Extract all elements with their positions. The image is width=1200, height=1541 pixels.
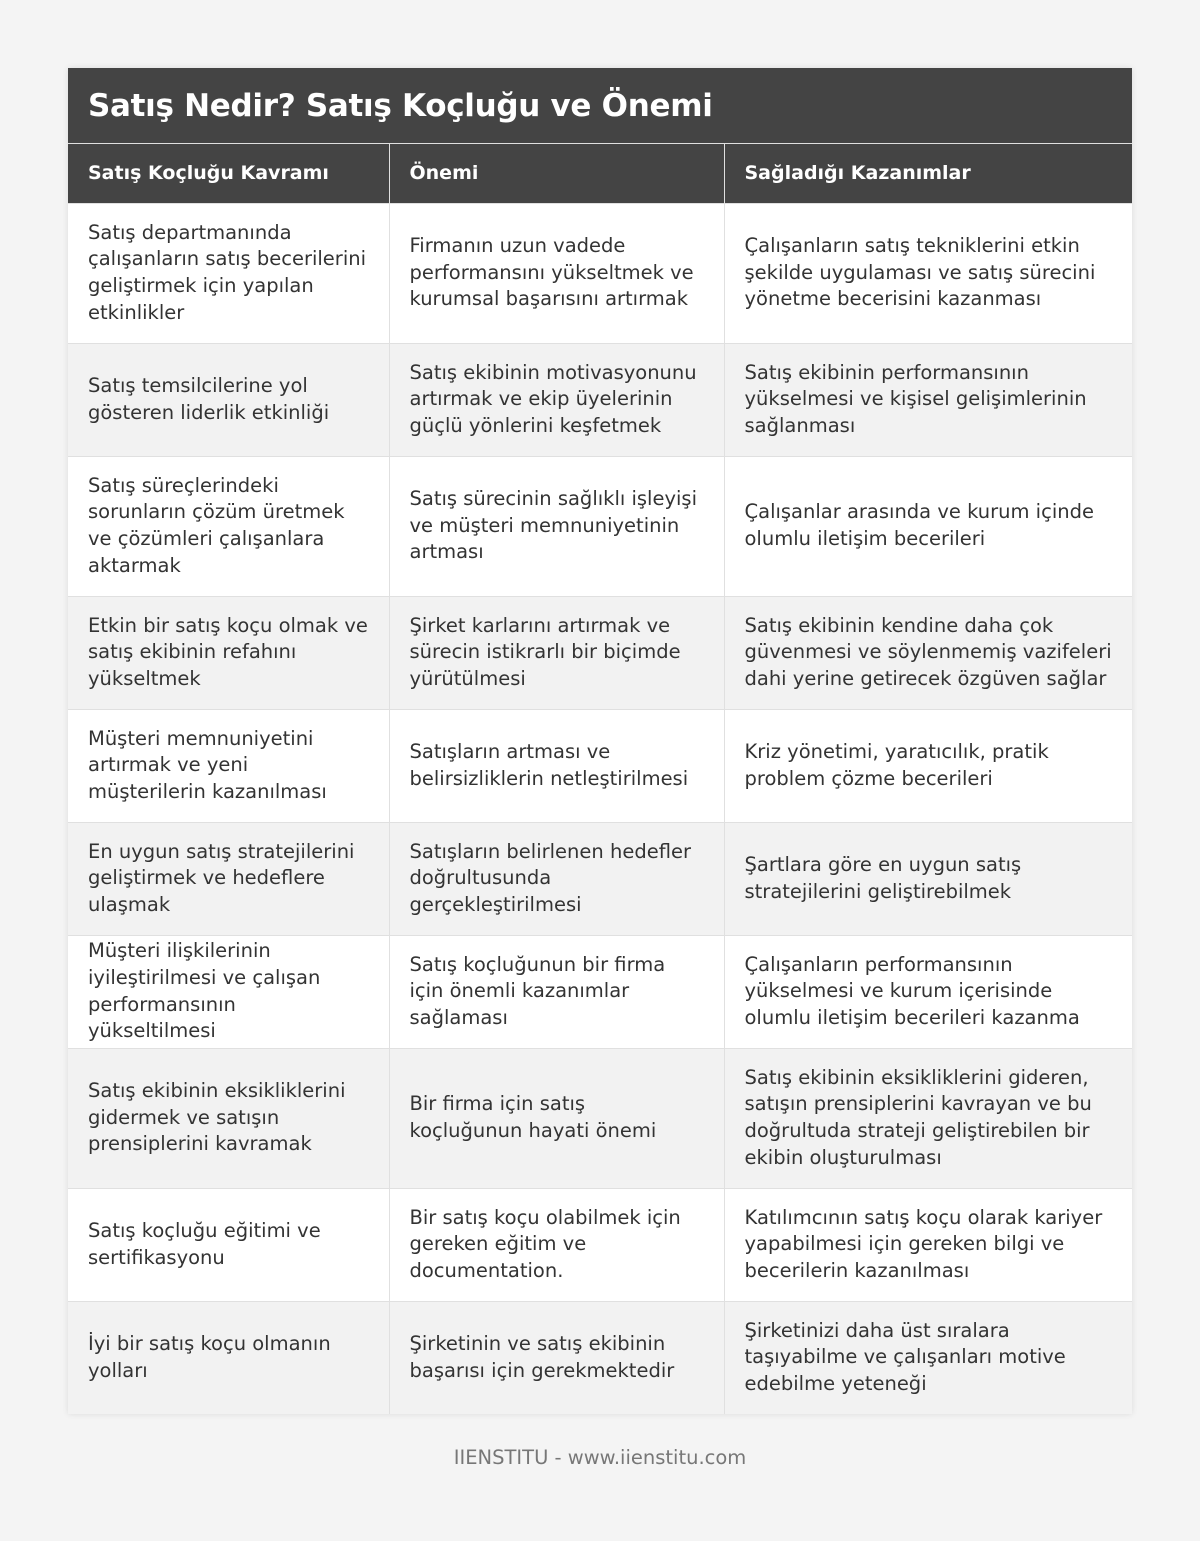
table-row <box>68 1301 1132 1414</box>
table-row <box>68 456 1132 596</box>
table-cell: Çalışanların performansının yükselmesi ve kurum içerisinde olumlu iletişim becerileri kazanma <box>724 935 1132 1048</box>
table-row <box>68 1048 1132 1188</box>
table-cell: Şirketinin ve satış ekibinin başarısı için gerekmektedir <box>389 1301 724 1414</box>
table-row <box>68 596 1132 709</box>
table-row <box>68 935 1132 1048</box>
title-bar <box>68 68 1132 144</box>
table-cell: Müşteri ilişkilerinin iyileştirilmesi ve çalışan performansının yükseltilmesi <box>68 935 389 1048</box>
table-cell: Kriz yönetimi, yaratıcılık, pratik problem çözme becerileri <box>724 709 1132 822</box>
table-cell: Bir firma için satış koçluğunun hayati önemi <box>389 1048 724 1188</box>
table-row <box>68 1188 1132 1301</box>
table-cell: Satış ekibinin eksikliklerini gidermek ve satışın prensiplerini kavramak <box>68 1048 389 1188</box>
table-row <box>68 343 1132 456</box>
table-cell: Satışların belirlenen hedefler doğrultusunda gerçekleştirilmesi <box>389 822 724 935</box>
table-header-row <box>68 144 1132 203</box>
column-header-importance: Önemi <box>389 144 724 203</box>
table-cell: Satış departmanında çalışanların satış becerilerini geliştirmek için yapılan etkinlikler <box>68 203 389 343</box>
table-cell: En uygun satış stratejilerini geliştirmek ve hedeflere ulaşmak <box>68 822 389 935</box>
table-cell: Etkin bir satış koçu olmak ve satış ekibinin refahını yükseltmek <box>68 596 389 709</box>
table-cell: Satış ekibinin performansının yükselmesi ve kişisel gelişimlerinin sağlanması <box>724 343 1132 456</box>
table-cell: Satış sürecinin sağlıklı işleyişi ve müşteri memnuniyetinin artması <box>389 456 724 596</box>
table-cell: Müşteri memnuniyetini artırmak ve yeni müşterilerin kazanılması <box>68 709 389 822</box>
table-cell: Şirket karlarını artırmak ve sürecin istikrarlı bir biçimde yürütülmesi <box>389 596 724 709</box>
page-title: Satış Nedir? Satış Koçluğu ve Önemi <box>88 87 713 124</box>
table-row <box>68 709 1132 822</box>
table-cell: Çalışanların satış tekniklerini etkin şekilde uygulaması ve satış sürecini yönetme becerisini kazanması <box>724 203 1132 343</box>
table-card <box>68 68 1132 1414</box>
table-cell: Satış koçluğu eğitimi ve sertifikasyonu <box>68 1188 389 1301</box>
column-header-gains: Sağladığı Kazanımlar <box>724 144 1132 203</box>
table-cell: İyi bir satış koçu olmanın yolları <box>68 1301 389 1414</box>
table-cell: Şartlara göre en uygun satış stratejilerini geliştirebilmek <box>724 822 1132 935</box>
table-cell: Firmanın uzun vadede performansını yükseltmek ve kurumsal başarısını artırmak <box>389 203 724 343</box>
table-cell: Satış ekibinin motivasyonunu artırmak ve ekip üyelerinin güçlü yönlerini keşfetmek <box>389 343 724 456</box>
column-header-concept: Satış Koçluğu Kavramı <box>68 144 389 203</box>
table-cell: Satış koçluğunun bir firma için önemli kazanımlar sağlaması <box>389 935 724 1048</box>
table-cell: Satış süreçlerindeki sorunların çözüm üretmek ve çözümleri çalışanlara aktarmak <box>68 456 389 596</box>
table-cell: Katılımcının satış koçu olarak kariyer yapabilmesi için gereken bilgi ve becerilerin kazanılması <box>724 1188 1132 1301</box>
table-cell: Satış ekibinin eksikliklerini gideren, satışın prensiplerini kavrayan ve bu doğrultuda strateji geliştirebilen bir ekibin oluşturulması <box>724 1048 1132 1188</box>
table-cell: Çalışanlar arasında ve kurum içinde olumlu iletişim becerileri <box>724 456 1132 596</box>
data-table <box>68 144 1132 1414</box>
table-cell: Satışların artması ve belirsizliklerin netleştirilmesi <box>389 709 724 822</box>
table-cell: Satış temsilcilerine yol gösteren liderlik etkinliği <box>68 343 389 456</box>
footer-credit: IIENSTITU - www.iienstitu.com <box>453 1446 747 1469</box>
table-cell: Satış ekibinin kendine daha çok güvenmesi ve söylenmemiş vazifeleri dahi yerine getirecek özgüven sağlar <box>724 596 1132 709</box>
table-cell: Bir satış koçu olabilmek için gereken eğitim ve documentation. <box>389 1188 724 1301</box>
table-row <box>68 822 1132 935</box>
table-row <box>68 203 1132 343</box>
table-cell: Şirketinizi daha üst sıralara taşıyabilme ve çalışanları motive edebilme yeteneği <box>724 1301 1132 1414</box>
